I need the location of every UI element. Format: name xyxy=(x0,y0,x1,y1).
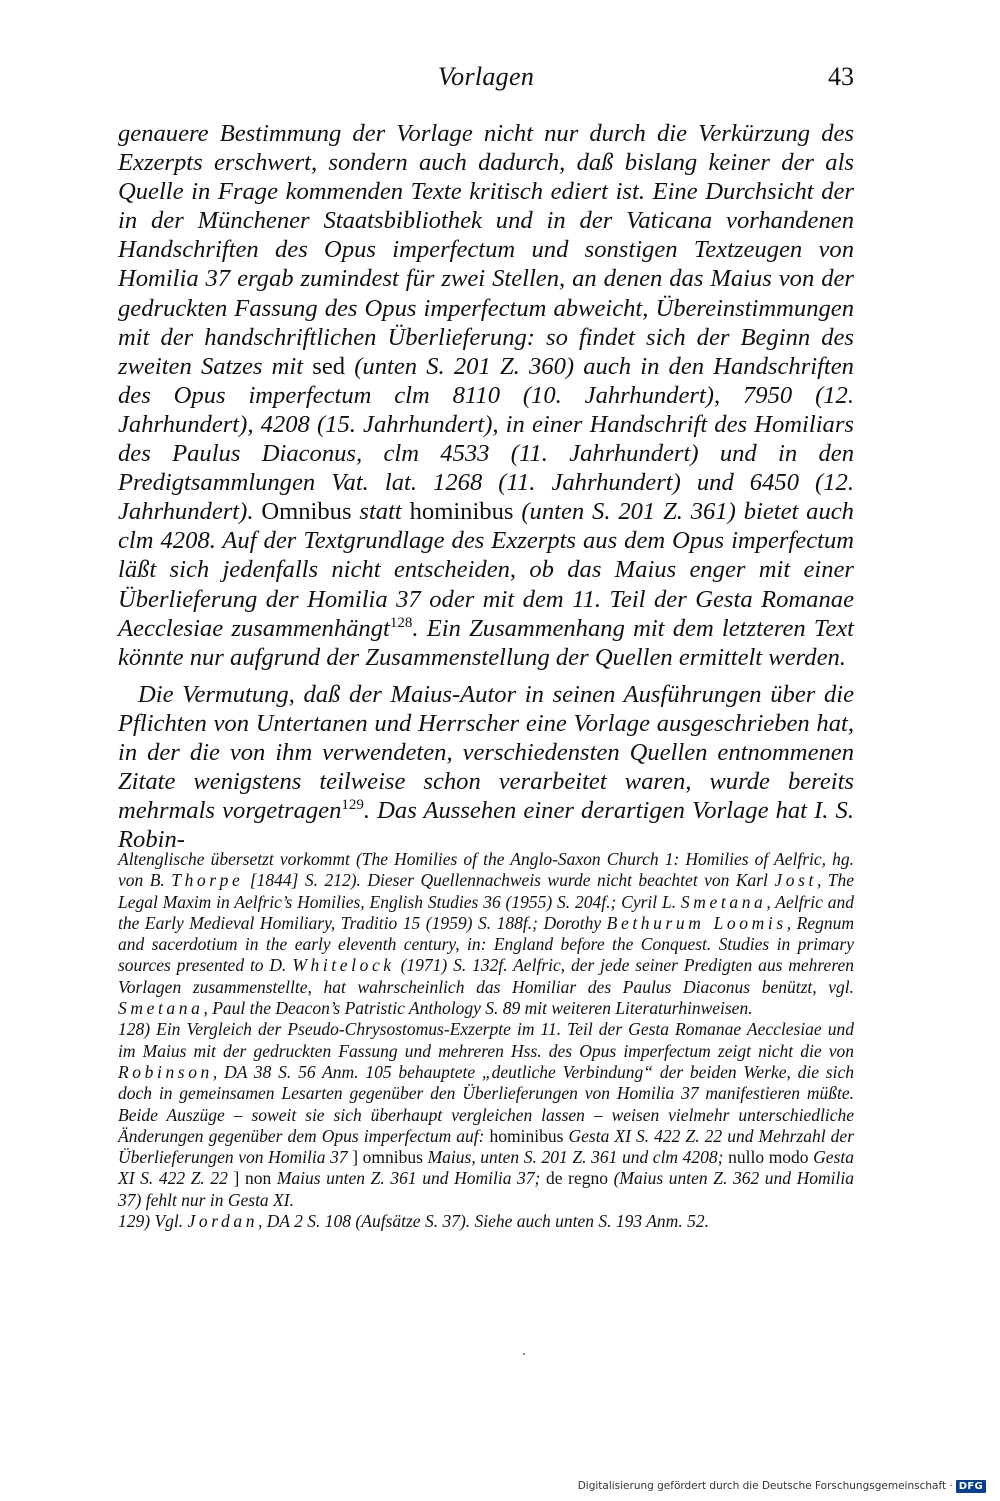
main-text xyxy=(118,119,854,854)
author-name: Smetana xyxy=(680,891,767,912)
p1-word-hominibus: hominibus xyxy=(409,498,514,526)
fn128-word: ] non xyxy=(233,1168,272,1189)
page-number: 43 xyxy=(828,62,854,91)
fn128-b: , DA 38 S. 56 Anm. 105 behauptete „deutliche Verbindung“ der beiden Werke, die sich doch in gemeinsamen Lesarten gegenüber den Überlieferungen von Homilia 37 manifestieren müßte. Beide Auszüge – soweit sie sich überhaupt vergleichen lassen – weisen vielmehr unterschiedliche Änderungen gegenüber dem Opus imperfectum auf: xyxy=(118,1061,854,1146)
p2-text-2: . Das Aussehen einer derartigen Vorlage hat I. S. Robin- xyxy=(118,797,855,854)
fn128-word: ] omnibus xyxy=(352,1147,423,1168)
footnote-ref-129[interactable]: 129 xyxy=(341,797,364,814)
p1-text-3: statt xyxy=(359,498,402,526)
fn129-a: 129) Vgl. xyxy=(118,1211,184,1232)
fn128-e: Gesta XI S. 422 Z. 22 xyxy=(118,1147,854,1189)
p2-text-1: Die Vermutung, daß der Maius-Autor in seinen Ausführungen über die Pflichten von Untertanen und Herrscher eine Vorlage ausgeschrieben hat, in der die von ihm verwendeten, verschiedensten Quellen entnommenen Zitate wenigstens teilweise schon verarbeitet waren, wurde bereits mehrmals vorgetragen xyxy=(118,680,854,825)
credit-text: Digitalisierung gefördert durch die Deutsche Forschungsgemeinschaft · xyxy=(577,1480,953,1492)
fn128-a: 128) Ein Vergleich der Pseudo-Chrysostomus-Exzerpte im 11. Teil der Gesta Romanae Aecclesiae und im Maius mit der gedruckten Fassung und mehreren Hss. des Opus imperfectum zeigt nicht die von xyxy=(118,1019,854,1061)
paragraph-2 xyxy=(118,680,854,855)
p1-text-4: (unten S. 201 Z. 361) bietet auch clm 4208. Auf der Textgrundlage des Exzerpts aus dem Opus imperfectum läßt sich jedenfalls nicht entscheiden, ob das Maius enger mit einer Überlieferung der Homilia 37 oder mit dem 11. Teil der Gesta Romanae Aecclesiae zusammenhängt xyxy=(118,498,854,642)
author-name: Jordan xyxy=(187,1211,259,1232)
footnote-ref-128[interactable]: 128 xyxy=(389,614,413,631)
scan-speck xyxy=(523,1353,525,1355)
footnote-129 xyxy=(118,1211,854,1232)
p1-word-omnibus: Omnibus xyxy=(261,498,352,526)
p1-text-2: (unten S. 201 Z. 360) auch in den Handschriften des Opus imperfectum clm 8110 (10. Jahrhundert), 7950 (12. Jahrhundert), 4208 (15. Jahrhundert), in einer Handschrift des Homiliars des Paulus Diaconus, clm 4533 (11. Jahrhundert) und in den Predigtsammlungen Vat. lat. 1268 (11. Jahrhundert) und 6450 (12. Jahrhundert). xyxy=(118,352,854,526)
fn128-f: Maius unten Z. 361 und Homilia 37; xyxy=(276,1168,541,1189)
p1-text-5: . Ein Zusammenhang mit dem letzteren Text könnte nur aufgrund der Zusammenstellung der Quellen ermittelt werden. xyxy=(118,614,855,671)
fn129-b: , DA 2 S. 108 (Aufsätze S. 37). Siehe auch unten S. 193 Anm. 52. xyxy=(258,1211,709,1232)
fn-cont-d: , Aelfric and the Early Medieval Homiliary, Traditio 15 (1959) S. 188f.; Dorothy xyxy=(118,891,854,933)
p1-text-1: genauere Bestimmung der Vorlage nicht nur durch die Verkürzung des Exzerpts erschwert, sondern auch dadurch, daß bislang keiner der als Quelle in Frage kommenden Texte kritisch ediert ist. Eine Durchsicht der in der Münchener Staatsbibliothek und in der Vaticana vorhandenen Handschriften des Opus imperfectum und sonstigen Textzeugen von Homilia 37 ergab zumindest für zwei Stellen, an denen das Maius von der gedruckten Fassung des Opus imperfectum abweicht, Übereinstimmungen mit der handschriftlichen Überlieferung: so findet sich der Beginn des zweiten Satzes mit xyxy=(118,120,854,380)
footnote-continuation xyxy=(118,849,854,1019)
dfg-logo: DFG xyxy=(956,1480,986,1493)
fn128-word: nullo modo xyxy=(728,1147,809,1168)
author-name: Whitelock xyxy=(292,955,395,976)
fn128-word: de regno xyxy=(546,1168,608,1189)
fn-cont-g: , Paul the Deacon’s Patristic Anthology S. 89 mit weiteren Literaturhinweisen. xyxy=(203,998,753,1019)
author-name: Jost xyxy=(774,870,817,891)
fn128-g: (Maius unten Z. 362 und Homilia 37) fehlt nur in Gesta XI. xyxy=(118,1168,855,1210)
running-title: Vorlagen xyxy=(437,62,535,91)
fn-cont-a: Altenglische übersetzt vorkommt (The Homilies of the Anglo-Saxon Church 1: Homilies of Aelfric, hg. von B. xyxy=(118,849,854,891)
author-name: Robinson xyxy=(118,1061,213,1082)
fn-cont-f: (1971) S. 132f. Aelfric, der jede seiner Predigten aus mehreren Vorlagen zusammenstellte, hat wahrscheinlich das Homiliar des Paulus Diaconus benützt, vgl. xyxy=(118,955,855,997)
page-header xyxy=(118,62,854,102)
author-name: Thorpe xyxy=(171,870,244,891)
p1-word-sed: sed xyxy=(312,352,346,380)
digitization-credit xyxy=(578,1477,986,1495)
fn-cont-c: , The Legal Maxim in Aelfric’s Homilies, English Studies 36 (1955) S. 204f.; Cyril L. xyxy=(118,870,855,912)
author-name: Bethurum Loomis xyxy=(606,912,787,933)
footnotes xyxy=(118,849,854,1232)
paragraph-1 xyxy=(118,119,854,672)
fn128-d: Maius, unten S. 201 Z. 361 und clm 4208; xyxy=(427,1147,724,1168)
fn128-c: Gesta XI S. 422 Z. 22 und Mehrzahl der Überlieferungen von Homilia 37 xyxy=(118,1125,854,1168)
footnote-128 xyxy=(118,1019,854,1211)
fn-cont-b: [1844] S. 212). Dieser Quellennachweis wurde nicht beachtet von Karl xyxy=(249,870,768,891)
author-name: Smetana xyxy=(118,998,204,1019)
fn128-word: hominibus xyxy=(489,1125,564,1146)
fn-cont-e: , Regnum and sacerdotium in the early eleventh century, in: England before the Conquest. Studies in primary sources presented to D. xyxy=(118,912,854,976)
